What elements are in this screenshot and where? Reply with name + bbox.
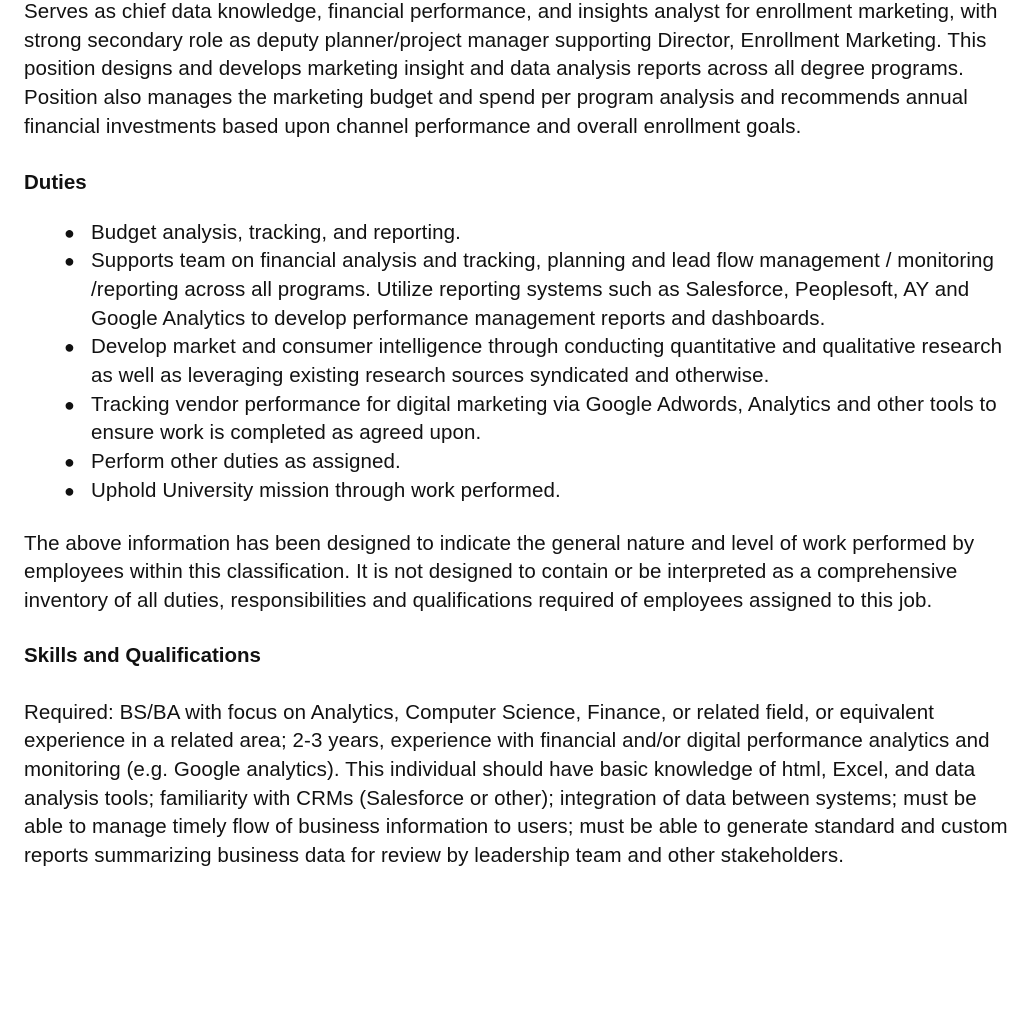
list-item — [64, 391, 1009, 448]
list-item — [64, 247, 1009, 333]
list-item-text: Tracking vendor performance for digital marketing via Google Adwords, Analytics and other tools to ensure work is completed as agreed upon. — [91, 392, 997, 445]
job-description — [24, 0, 1009, 871]
bullet-icon: ● — [64, 480, 75, 501]
list-item — [64, 448, 1009, 477]
requirements-paragraph: Required: BS/BA with focus on Analytics, Computer Science, Finance, or related field, or equivalent experience in a related area; 2-3 years, experience with financial and/or digital performance analytics and monitoring (e.g. Google analytics). This individual should have basic knowledge of html, Excel, and data analysis tools; familiarity with CRMs (Salesforce or other); integration of data between systems; must be able to manage timely flow of business information to users; must be able to generate standard and custom reports summarizing business data for review by leadership team and other stakeholders. — [24, 700, 1008, 868]
list-item-text: Perform other duties as assigned. — [91, 450, 401, 474]
list-item — [64, 219, 1009, 248]
list-item-text: Supports team on financial analysis and tracking, planning and lead flow management / monitoring /reporting across all programs. Utilize reporting systems such as Salesforce, Peoplesoft, AY and Google Analytics to develop performance management reports and dashboards. — [91, 249, 995, 330]
bullet-icon: ● — [64, 251, 75, 272]
duties-heading: Duties — [24, 170, 87, 194]
duties-list — [24, 219, 1009, 506]
bullet-icon: ● — [64, 337, 75, 358]
bullet-icon: ● — [64, 222, 75, 243]
list-item-text: Budget analysis, tracking, and reporting. — [91, 220, 461, 244]
skills-heading: Skills and Qualifications — [24, 643, 261, 667]
list-item — [64, 333, 1009, 390]
disclaimer-paragraph: The above information has been designed to indicate the general nature and level of work performed by employees within this classification. It is not designed to contain or be interpreted as a comprehensive inventory of all duties, responsibilities and qualifications required of employees assigned to this job. — [24, 531, 975, 612]
intro-paragraph: Serves as chief data knowledge, financial performance, and insights analyst for enrollment marketing, with strong secondary role as deputy planner/project manager supporting Director, Enrollment Marketing. This position designs and develops marketing insight and data analysis reports across all degree programs. Position also manages the marketing budget and spend per program analysis and recommends annual financial investments based upon channel performance and overall enrollment goals. — [24, 0, 998, 138]
list-item-text: Uphold University mission through work performed. — [91, 478, 561, 502]
list-item — [64, 477, 1009, 506]
list-item-text: Develop market and consumer intelligence through conducting quantitative and qualitative research as well as leveraging existing research sources syndicated and otherwise. — [91, 335, 1003, 388]
bullet-icon: ● — [64, 394, 75, 415]
bullet-icon: ● — [64, 452, 75, 473]
